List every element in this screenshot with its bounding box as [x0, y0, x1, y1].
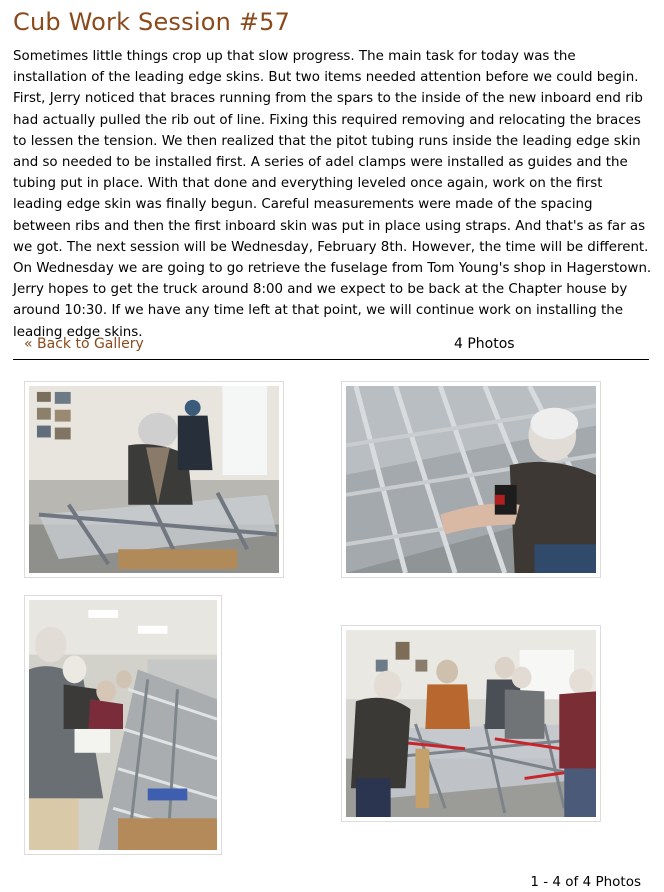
photo-thumbnail-2[interactable]	[341, 381, 601, 578]
photo-thumbnail-4[interactable]	[341, 625, 601, 822]
pagination-status: 1 - 4 of 4 Photos	[530, 874, 641, 890]
photo-image-2	[346, 386, 596, 573]
photo-image-4	[346, 630, 596, 817]
session-description: Sometimes little things crop up that slow progress. The main task for today was the installation of the leading edge skins. But two items needed attention before we could begin. First, Jerry noticed that braces running from the spars to the inside of the new inboard end rib had actually pulled the rib out of line. Fixing this required removing and relocating the braces to lessen the tension. We then realized that the pitot tubing runs inside the leading edge skin and so needed to be installed first. A series of adel clamps were installed as guides and the tubing put in place. With that done and everything leveled once again, work on the first leading edge skin was finally begun. Careful measurements were made of the spacing between ribs and then the first inboard skin was put in place using straps. And that's as far as we got. The next session will be Wednesday, February 8th. However, the time will be different. On Wednesday we are going to go retrieve the fuselage from Tom Young's shop in Hagerstown. Jerry hopes to get the truck around 8:00 and we expect to be back at the Chapter house by around 10:30. If we have any time left at that point, we will continue work on installing the leading edge skins.	[13, 49, 652, 340]
photo-thumbnail-1[interactable]	[24, 381, 284, 578]
photo-image-3	[29, 600, 217, 850]
photo-thumbnail-3[interactable]	[24, 595, 222, 855]
page-title: Cub Work Session #57	[13, 8, 291, 36]
divider	[13, 359, 649, 360]
photo-count: 4 Photos	[454, 336, 515, 352]
back-to-gallery-link[interactable]: « Back to Gallery	[24, 336, 144, 352]
photo-image-1	[29, 386, 279, 573]
